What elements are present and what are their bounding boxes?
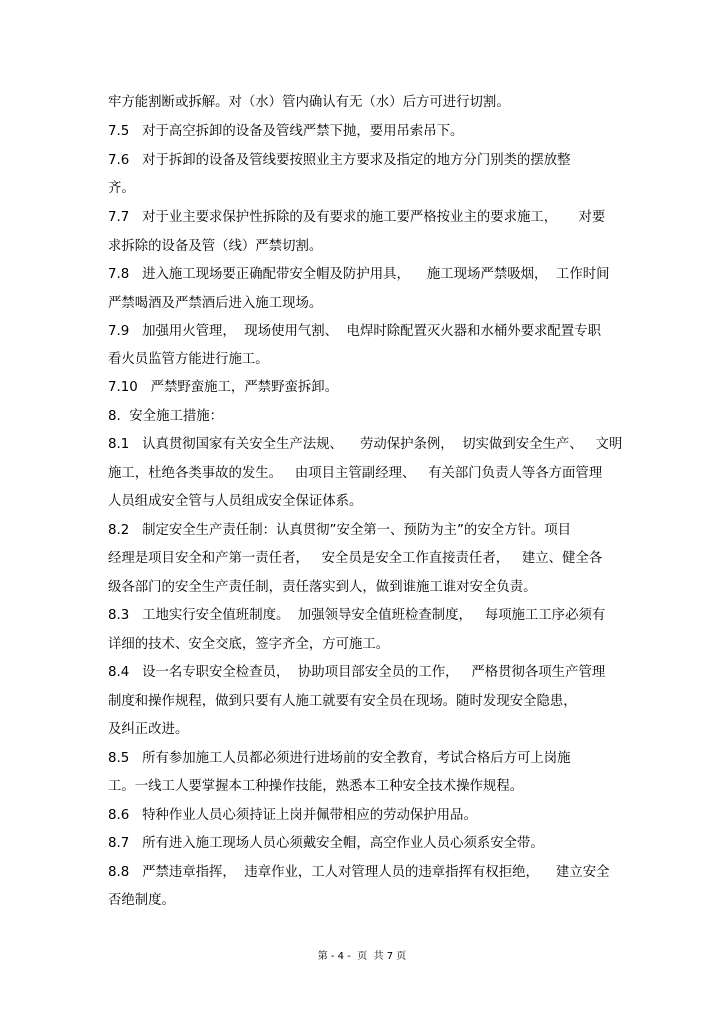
text-line: 及纠正改进。 bbox=[108, 722, 189, 737]
text-line: 求拆除的设备及管（线）严禁切割。 bbox=[108, 239, 323, 254]
text-line: 牢方能割断或拆解。对（水）管内确认有无（水）后方可进行切割。 bbox=[108, 95, 510, 110]
text-line: 7.10 严禁野蛮施工，严禁野蛮拆卸。 bbox=[108, 380, 339, 395]
text-line: 看火员监管方能进行施工。 bbox=[108, 352, 269, 367]
text-line: 8.6 特种作业人员心须持证上岗并佩带相应的劳动保护用品。 bbox=[108, 808, 477, 823]
text-line: 经理是项目安全和产第一责任者， 安全员是安全工作直接责任者， 建立、健全各 bbox=[108, 551, 603, 566]
text-line: 级各部门的安全生产责任制，责任落实到人，做到谁施工谁对安全负责。 bbox=[108, 580, 537, 595]
page-number-footer: 第 - 4 - 页 共 7 页 bbox=[317, 951, 407, 962]
text-line: 7.8 进入施工现场要正确配带安全帽及防护用具， 施工现场严禁吸烟， 工作时间 bbox=[108, 267, 610, 282]
text-line: 8.2 制定安全生产责任制：认真贯彻”安全第一、预防为主”的安全方针。项目 bbox=[108, 523, 572, 538]
text-line: 8.7 所有进入施工现场人员心须戴安全帽，高空作业人员心须系安全带。 bbox=[108, 836, 544, 851]
text-line: 否绝制度。 bbox=[108, 893, 175, 908]
text-line: 人员组成安全管与人员组成安全保证体系。 bbox=[108, 494, 363, 509]
section-heading: 8. 安全施工措施： bbox=[108, 409, 224, 424]
text-line: 齐。 bbox=[108, 181, 135, 196]
text-line: 7.5 对于高空拆卸的设备及管线严禁下抛，要用吊索吊下。 bbox=[108, 124, 464, 139]
text-line: 8.4 设一名专职安全检查员， 协助项目部安全员的工作， 严格贯彻各项生产管理 bbox=[108, 665, 606, 680]
text-line: 8.1 认真贯彻国家有关安全生产法规、 劳动保护条例， 切实做到安全生产、 文明 bbox=[108, 437, 623, 452]
text-line: 7.6 对于拆卸的设备及管线要按照业主方要求及指定的地方分门别类的摆放整 bbox=[108, 153, 571, 168]
text-line: 制度和操作规程，做到只要有人施工就要有安全员在现场。随时发现安全隐患， bbox=[108, 694, 577, 709]
text-line: 8.5 所有参加施工人员都必须进行进场前的安全教育，考试合格后方可上岗施 bbox=[108, 751, 571, 766]
text-line: 施工，杜绝各类事故的发生。 由项目主管副经理、 有关部门负责人等各方面管理 bbox=[108, 466, 603, 481]
text-line: 严禁喝酒及严禁酒后进入施工现场。 bbox=[108, 296, 323, 311]
text-line: 7.9 加强用火管理， 现场使用气割、 电焊时除配置灭火器和水桶外要求配置专职 bbox=[108, 324, 601, 339]
text-line: 7.7 对于业主要求保护性拆除的及有要求的施工要严格按业主的要求施工， 对要 bbox=[108, 210, 606, 225]
text-line: 8.3 工地实行安全值班制度。 加强领导安全值班检查制度， 每项施工工序必须有 bbox=[108, 608, 606, 623]
text-line: 工。一线工人要掌握本工种操作技能，熟悉本工种安全技术操作规程。 bbox=[108, 779, 524, 794]
text-line: 详细的技术、安全交底，签字齐全，方可施工。 bbox=[108, 637, 390, 652]
text-line: 8.8 严禁违章指挥， 违章作业，工人对管理人员的违章指挥有权拒绝， 建立安全 bbox=[108, 865, 610, 880]
